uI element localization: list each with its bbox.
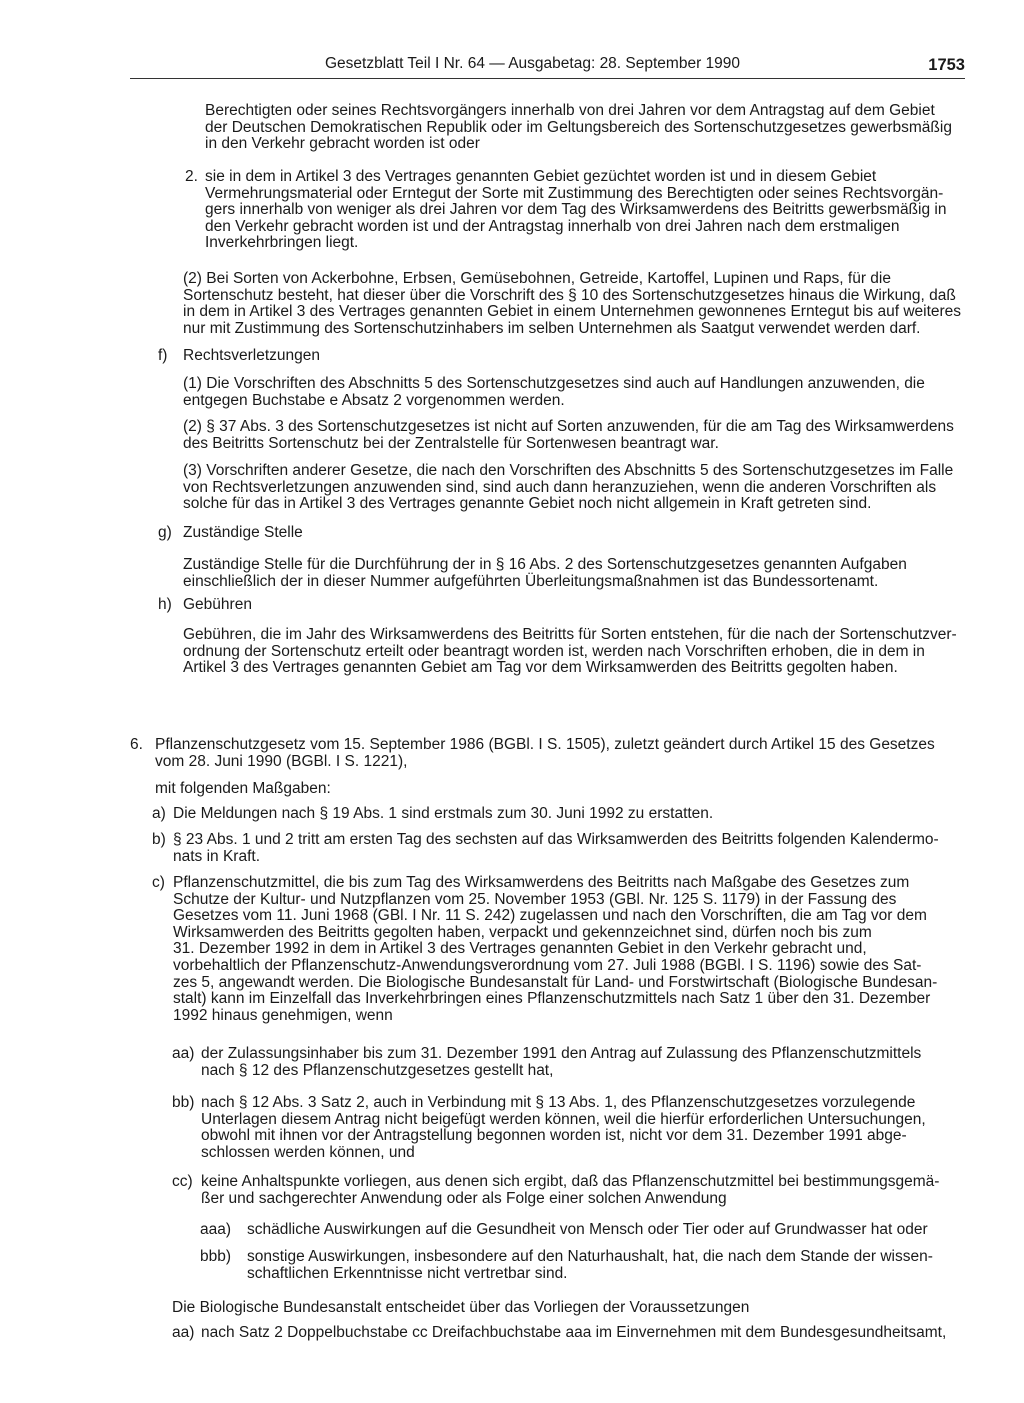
- item2-label: 2.: [185, 168, 198, 185]
- item-b-label: b): [152, 831, 166, 848]
- section-h-heading: Gebühren: [183, 596, 252, 613]
- item2-text: sie in dem in Artikel 3 des Vertrages genannten Gebiet gezüchtet worden ist und in diesem Gebiet Vermehrungsmaterial oder Erntegut der Sorte mit Zustimmung des Berechtigten oder seines Rechtsvorgän- gers innerhalb von weniger als drei Jahren vor dem Tag des Wirksamwerdens des Beitritts gewerbsmäßig in den Verkehr gebracht worden ist und der Antragstag innerhalb von drei Jahren nach dem erstmaligen Inverkehrbringen liegt.: [205, 168, 947, 252]
- section-6-title: Pflanzenschutzgesetz vom 15. September 1986 (BGBl. I S. 1505), zuletzt geändert durch Artikel 15 des Gesetzes vom 28. Juni 1990 (BGBl. I S. 1221),: [155, 736, 935, 770]
- section-f-para-3: (3) Vorschriften anderer Gesetze, die nach den Vorschriften des Abschnitts 5 des Sortenschutzgesetzes im Falle von Rechtsverletzungen anzuwenden sind, sind auch dann heranzuziehen, wenn die anderen Vorschriften als solche für das in Artikel 3 des Vertrages genannte Gebiet noch nicht allgemein in Kraft getreten sind.: [183, 462, 954, 513]
- item-cc-label: cc): [172, 1173, 193, 1190]
- item-aa-label: aa): [172, 1045, 195, 1062]
- section-6-label: 6.: [130, 736, 143, 753]
- item-bb-label: bb): [172, 1094, 195, 1111]
- item1-tail-text: Berechtigten oder seines Rechtsvorgängers innerhalb von drei Jahren vor dem Antragstag auf dem Gebiet der Deutschen Demokratischen Republik oder im Geltungsbereich des Sortenschutzgesetzes gewerbsmäßig in den Verkehr gebracht worden ist oder: [205, 102, 952, 153]
- item-a-text: Die Meldungen nach § 19 Abs. 1 sind erstmals zum 30. Juni 1992 zu erstatten.: [173, 805, 714, 822]
- item-c-label: c): [152, 874, 165, 891]
- item-bbb-label: bbb): [200, 1248, 232, 1265]
- item-bbb-text: sonstige Auswirkungen, insbesondere auf den Naturhaushalt, hat, die nach dem Stande der wissen- schaftlichen Erkenntnisse nicht vertretbar sind.: [247, 1248, 933, 1282]
- section-f-para-2: (2) § 37 Abs. 3 des Sortenschutzgesetzes ist nicht auf Sorten anzuwenden, für die am Tag des Wirksamwerdens des Beitritts Sortenschutz bei der Zentralstelle für Sortenwesen beantragt war.: [183, 418, 954, 452]
- item-c-text: Pflanzenschutzmittel, die bis zum Tag des Wirksamwerdens des Beitritts nach Maßgabe des Gesetzes zum Schutze der Kultur- und Nutzpflanzen vom 25. November 1953 (GBl. Nr. 125 S. 1179) in der Fassung des Gesetzes vom 11. Juni 1968 (GBl. I Nr. 11 S. 242) zugelassen und nach den Vorschriften, die am Tag vor dem Wirksamwerden des Beitritts gegolten haben, verpackt und gekennzeichnet sind, dürfen noch bis zum 31. Dezember 1992 in dem in Artikel 3 des Vertrages genannten Gebiet in den Verkehr gebracht und, vorbehaltlich der Pflanzenschutz-Anwendungsverordnung vom 27. Juli 1988 (BGBl. I S. 1196) sowie des Sat- zes 5, angewandt werden. Die Biologische Bundesanstalt für Land- und Forstwirtschaft (Biologische Bundesan- stalt) kann im Einzelfall das Inverkehrbringen eines Pflanzenschutzmittels nach Satz 1 über den 31. Dezember 1992 hinaus genehmigen, wenn: [173, 874, 938, 1024]
- page-number: 1753: [928, 56, 965, 74]
- section-f-label: f): [158, 347, 168, 364]
- item-b-text: § 23 Abs. 1 und 2 tritt am ersten Tag des sechsten auf das Wirksamwerden des Beitritts folgenden Kalendermo- nats in Kraft.: [173, 831, 939, 865]
- item-bb-text: nach § 12 Abs. 3 Satz 2, auch in Verbindung mit § 13 Abs. 1, des Pflanzenschutzgesetzes vorzulegende Unterlagen diesem Antrag nicht beigefügt werden können, weil die hierfür erforderlichen Untersuchungen, obwohl mit ihnen vor der Antragstellung begonnen worden ist, nicht vor dem 31. Dezember 1991 abge- schlossen werden können, und: [201, 1094, 926, 1161]
- decision-text: Die Biologische Bundesanstalt entscheidet über das Vorliegen der Voraussetzungen: [172, 1299, 750, 1316]
- header-title: Gesetzblatt Teil I Nr. 64 — Ausgabetag: 28. September 1990: [325, 55, 741, 72]
- item-a-label: a): [152, 805, 166, 822]
- paragraph-2-text: (2) Bei Sorten von Ackerbohne, Erbsen, Gemüsebohnen, Getreide, Kartoffel, Lupinen und Raps, für die Sortenschutz besteht, hat dieser über die Vorschrift des § 10 des Sortenschutzgesetzes hinaus die Wirkung, daß in dem in Artikel 3 des Vertrages genannten Gebiet in einem Unternehmen gewonnenes Erntegut bis auf weiteres nur mit Zustimmung des Sortenschutzinhabers im selben Unternehmen als Saatgut verwendet werden darf.: [183, 270, 962, 337]
- item-aaa-text: schädliche Auswirkungen auf die Gesundheit von Mensch oder Tier oder auf Grundwasser hat oder: [247, 1221, 928, 1238]
- section-h-text: Gebühren, die im Jahr des Wirksamwerdens des Beitritts für Sorten entstehen, für die nach der Sortenschutzver- ordnung der Sortenschutz erteilt oder beantragt worden ist, werden nach Vorschriften erhoben, die in dem in Artikel 3 des Vertrages genannten Gebiet am Tag vor dem Wirksamwerden des Beitritts gegolten haben.: [183, 626, 957, 677]
- item-aa-text: der Zulassungsinhaber bis zum 31. Dezember 1991 den Antrag auf Zulassung des Pflanzenschutzmittels nach § 12 des Pflanzenschutzgesetzes gestellt hat,: [201, 1045, 922, 1079]
- section-h-label: h): [158, 596, 172, 613]
- section-f-heading: Rechtsverletzungen: [183, 347, 320, 364]
- page-header: [130, 56, 965, 79]
- item-cc-text: keine Anhaltspunkte vorliegen, aus denen sich ergibt, daß das Pflanzenschutzmittel bei bestimmungsgemä- ßer und sachgerechter Anwendung oder als Folge einer solchen Anwendung: [201, 1173, 940, 1207]
- section-g-text: Zuständige Stelle für die Durchführung der in § 16 Abs. 2 des Sortenschutzgesetzes genannten Aufgaben einschließlich der in dieser Nummer aufgeführten Überleitungsmaßnahmen ist das Bundessortenamt.: [183, 556, 907, 590]
- section-g-heading: Zuständige Stelle: [183, 524, 303, 541]
- item-aa2-text: nach Satz 2 Doppelbuchstabe cc Dreifachbuchstabe aaa im Einvernehmen mit dem Bundesgesundheitsamt,: [201, 1324, 947, 1341]
- section-6-intro: mit folgenden Maßgaben:: [155, 780, 331, 797]
- section-f-para-1: (1) Die Vorschriften des Abschnitts 5 des Sortenschutzgesetzes sind auch auf Handlungen anzuwenden, die entgegen Buchstabe e Absatz 2 vorgenommen werden.: [183, 375, 925, 409]
- item-aaa-label: aaa): [200, 1221, 232, 1238]
- section-g-label: g): [158, 524, 172, 541]
- item-aa2-label: aa): [172, 1324, 195, 1341]
